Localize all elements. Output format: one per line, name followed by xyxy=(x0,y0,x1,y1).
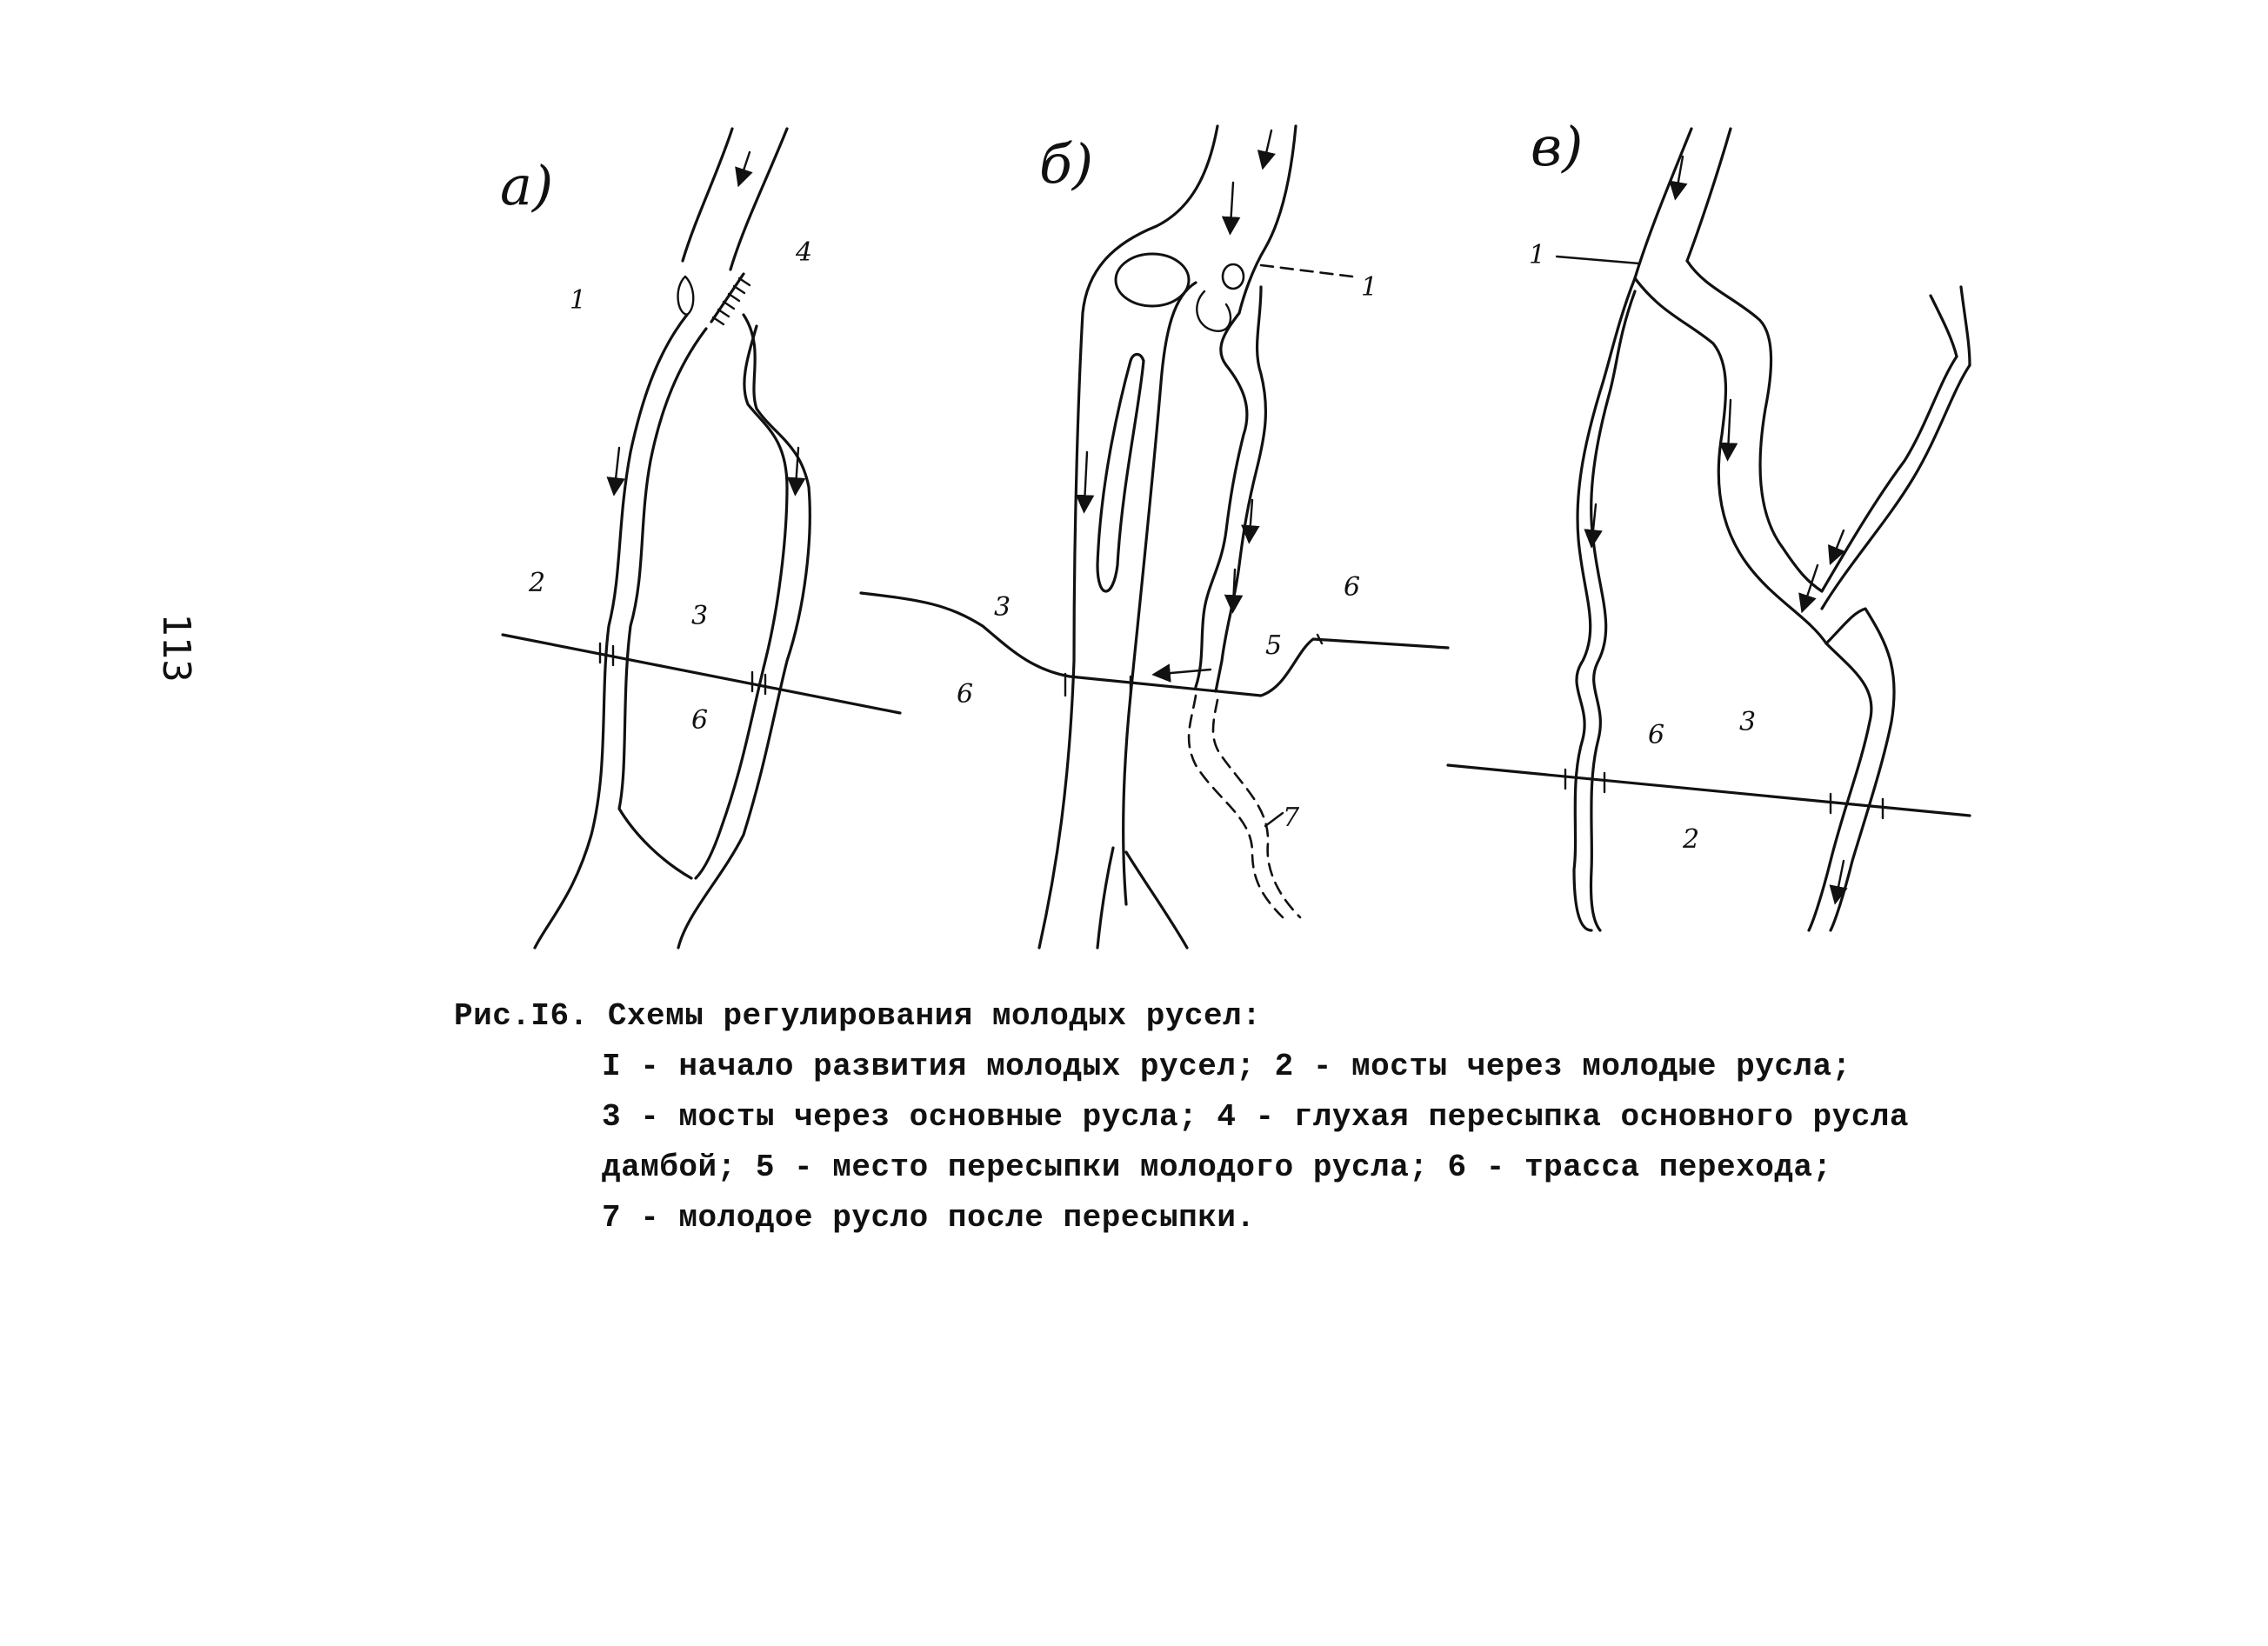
river-bank-left xyxy=(1635,129,1691,278)
tributary-bank xyxy=(1822,365,1970,609)
label-leader xyxy=(1557,257,1639,263)
panel-b-label: 5 xyxy=(1265,630,1283,661)
sand-shoal xyxy=(1097,355,1144,592)
sand-shoal xyxy=(1116,254,1189,306)
river-bank-right xyxy=(1687,129,1731,261)
panel-b-label: 6 xyxy=(1344,572,1361,603)
panel-a-label: 1 xyxy=(570,285,587,316)
flow-arrow xyxy=(1231,183,1233,226)
tributary-bank xyxy=(1931,287,1970,365)
caption-line: дамбой; 5 - место пересыпки молодого русла; 6 - трасса перехода; xyxy=(602,1150,1832,1185)
small-island xyxy=(1223,264,1244,289)
crossing-route-line xyxy=(861,593,1448,696)
river-bank-left xyxy=(683,129,732,261)
flow-arrow xyxy=(1264,130,1271,161)
panel-a-label: 3 xyxy=(691,601,709,631)
caption-line: 3 - мосты через основные русла; 4 - глухая пересыпка основного русла xyxy=(602,1099,1910,1135)
caption-line: 7 - молодое русло после пересыпки. xyxy=(602,1200,1256,1236)
branch-bank xyxy=(1126,852,1187,948)
panel-a-label: 6 xyxy=(691,705,709,736)
panel-a xyxy=(500,129,900,948)
tributary-bank xyxy=(1822,357,1957,591)
flow-arrow xyxy=(741,152,750,178)
panel-c-letter: в) xyxy=(1531,115,1584,178)
young-channel-bank xyxy=(1216,287,1265,691)
main-channel-right-bank-outer xyxy=(678,315,810,948)
panel-a-label: 4 xyxy=(796,237,813,268)
flow-arrow xyxy=(1837,861,1844,896)
label-leader xyxy=(1265,813,1283,826)
young-channel-bank xyxy=(1196,313,1247,687)
main-channel-bank-outer xyxy=(1635,278,1871,930)
river-bank-right xyxy=(1239,126,1296,313)
panel-b-label: 6 xyxy=(957,679,974,710)
panel-c xyxy=(1448,115,1970,930)
caption-title: Рис.I6. Схемы регулирования молодых русел: xyxy=(454,998,1262,1034)
flow-arrow xyxy=(1161,670,1211,674)
panel-b-label: 7 xyxy=(1283,803,1300,833)
main-channel-right-bank-inner xyxy=(696,326,787,878)
panel-c-label: 2 xyxy=(1683,824,1700,855)
figure-caption xyxy=(454,991,1984,1243)
panel-b xyxy=(861,126,1448,948)
island xyxy=(678,277,694,315)
flow-arrow xyxy=(1804,565,1818,604)
page-number: 113 xyxy=(154,613,198,683)
main-channel-inner-bank xyxy=(1124,283,1196,904)
panel-c-label: 6 xyxy=(1648,720,1665,750)
crossing-route-line xyxy=(503,635,900,713)
bridge-marks xyxy=(1565,770,1883,818)
river-bank-right xyxy=(730,129,787,270)
flow-arrow xyxy=(1728,400,1731,452)
young-channel-loop xyxy=(1197,291,1231,331)
panel-c-label: 1 xyxy=(1529,240,1546,270)
flow-arrow xyxy=(1084,452,1087,504)
panel-b-label: 1 xyxy=(1361,272,1378,303)
panel-a-letter: а) xyxy=(500,154,554,217)
young-channel-after-fill xyxy=(1189,696,1283,917)
crossing-route-line xyxy=(1448,765,1970,816)
caption-line: I - начало развития молодых русел; 2 - мосты через молодые русла; xyxy=(602,1049,1851,1084)
panel-a-label: 2 xyxy=(529,568,546,598)
branch-bank xyxy=(1097,848,1113,948)
panel-c-label: 3 xyxy=(1739,707,1757,737)
flow-arrow xyxy=(615,448,619,487)
flow-arrow xyxy=(1833,530,1844,556)
label-leader xyxy=(1261,265,1352,277)
main-channel-bank-inner xyxy=(1687,261,1822,591)
young-channel-bank-inner xyxy=(1591,291,1635,930)
main-channel-bank-inner-lower xyxy=(1826,609,1894,930)
panel-b-letter: б) xyxy=(1039,132,1094,196)
river-bank-left xyxy=(1039,126,1217,948)
panel-b-label: 3 xyxy=(994,592,1011,623)
